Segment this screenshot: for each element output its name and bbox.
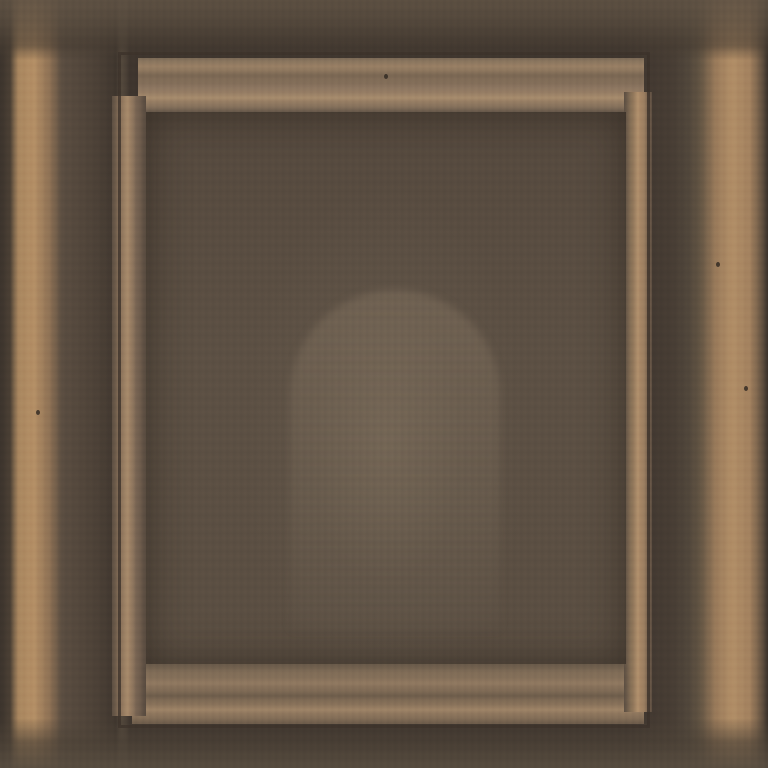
frame-outer-top — [0, 0, 768, 60]
speck-mark — [384, 74, 388, 79]
faint-arched-shape — [290, 290, 500, 630]
speck-mark — [36, 410, 40, 415]
speck-mark — [744, 386, 748, 391]
speck-mark — [716, 262, 720, 267]
